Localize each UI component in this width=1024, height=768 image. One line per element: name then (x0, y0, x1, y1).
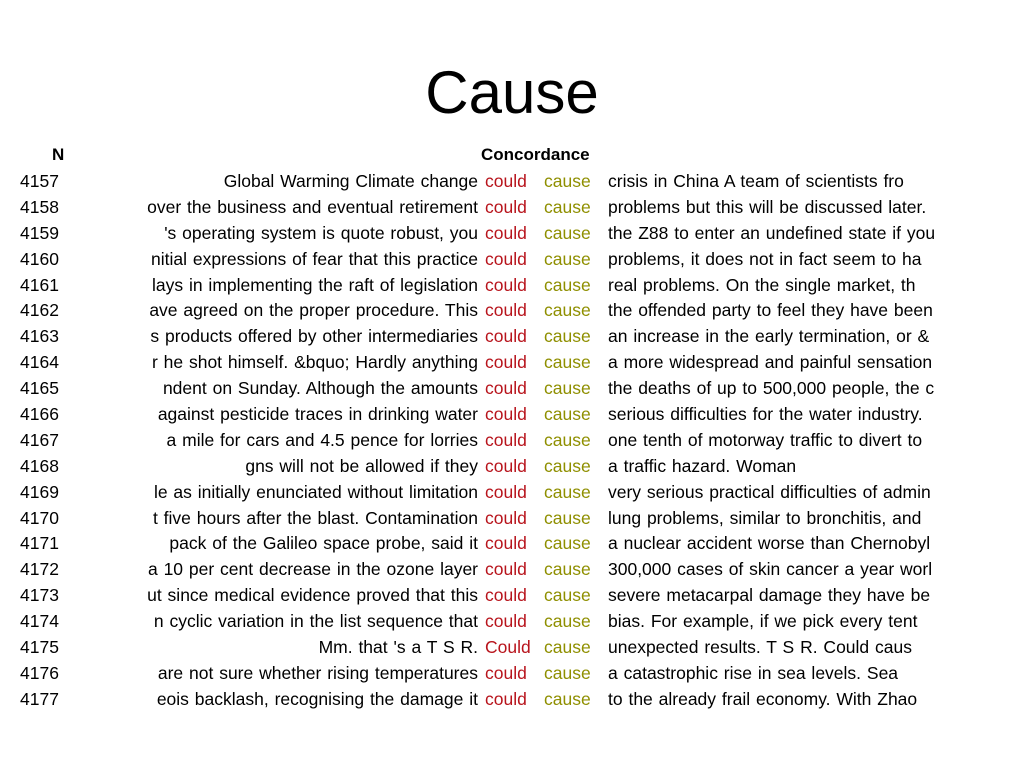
node-word-cause: cause (544, 559, 591, 580)
concordance-line (0, 195, 1024, 221)
right-context: severe metacarpal damage they have be (608, 585, 931, 606)
node-word-could: could (485, 326, 527, 347)
concordance-line (0, 480, 1024, 506)
right-context: one tenth of motorway traffic to divert to (608, 429, 923, 450)
node-word-cause: cause (544, 585, 591, 606)
node-word-could: could (485, 688, 527, 709)
concordance-line (0, 428, 1024, 454)
left-context: ndent on Sunday. Although the amounts (162, 378, 478, 399)
concordance-line (0, 609, 1024, 635)
left-context: over the business and eventual retirement (147, 196, 478, 217)
node-word-could: could (485, 455, 527, 476)
right-context: very serious practical difficulties of admin (608, 481, 931, 502)
left-context: pack of the Galileo space probe, said it (169, 533, 478, 554)
concordance-line (0, 376, 1024, 402)
concordance-line (0, 273, 1024, 299)
node-word-cause: cause (544, 507, 591, 528)
node-word-cause: cause (544, 378, 591, 399)
concordance-line (0, 661, 1024, 687)
node-word-could: could (485, 507, 527, 528)
right-context: a traffic hazard. Woman (608, 455, 797, 476)
line-number: 4169 (20, 481, 59, 502)
line-number: 4160 (20, 248, 59, 269)
right-context: bias. For example, if we pick every tent (608, 611, 918, 632)
node-word-could: could (485, 429, 527, 450)
line-number: 4170 (20, 507, 59, 528)
left-context: ut since medical evidence proved that this (147, 585, 478, 606)
line-number: 4167 (20, 429, 59, 450)
line-number: 4177 (20, 688, 59, 709)
node-word-cause: cause (544, 481, 591, 502)
left-context: Mm. that 's a T S R. (318, 637, 478, 658)
line-number: 4157 (20, 171, 59, 191)
node-word-cause: cause (544, 611, 591, 632)
line-number: 4164 (20, 352, 59, 373)
left-context: a 10 per cent decrease in the ozone layer (147, 559, 478, 580)
node-word-could: could (485, 171, 527, 191)
left-context: eois backlash, recognising the damage it (156, 688, 478, 709)
line-number: 4175 (20, 637, 59, 658)
node-word-cause: cause (544, 429, 591, 450)
node-word-could: could (485, 585, 527, 606)
node-word-cause: cause (544, 248, 591, 269)
right-context: crisis in China A team of scientists fro (608, 171, 904, 191)
left-context: Global Warming Climate change (223, 171, 478, 191)
line-number: 4159 (20, 222, 59, 243)
node-word-cause: cause (544, 688, 591, 709)
node-word-could: could (485, 533, 527, 554)
node-word-could: could (485, 248, 527, 269)
left-context: gns will not be allowed if they (245, 455, 478, 476)
line-number: 4173 (20, 585, 59, 606)
node-word-could: could (485, 352, 527, 373)
right-context: a catastrophic rise in sea levels. Sea (608, 662, 899, 683)
line-number: 4165 (20, 378, 59, 399)
node-word-cause: cause (544, 326, 591, 347)
node-word-cause: cause (544, 455, 591, 476)
node-word-cause: cause (544, 300, 591, 321)
left-context: 's operating system is quote robust, you (164, 222, 478, 243)
node-word-could: could (485, 559, 527, 580)
left-context: against pesticide traces in drinking water (157, 404, 478, 425)
left-context: r he shot himself. &bquo; Hardly anything (151, 352, 478, 373)
concordance-line (0, 531, 1024, 557)
node-word-could: could (485, 611, 527, 632)
left-context: n cyclic variation in the list sequence that (153, 611, 478, 632)
concordance-line (0, 247, 1024, 273)
concordance-line (0, 402, 1024, 428)
right-context: a nuclear accident worse than Chernobyl (608, 533, 931, 554)
concordance-line (0, 506, 1024, 532)
concordance-table (0, 169, 1024, 713)
right-context: lung problems, similar to bronchitis, and (608, 507, 922, 528)
node-word-cause: cause (544, 274, 591, 295)
left-context: s products offered by other intermediaries (150, 326, 478, 347)
right-context: to the already frail economy. With Zhao (608, 688, 918, 709)
line-number: 4161 (20, 274, 59, 295)
right-context: unexpected results. T S R. Could caus (608, 637, 912, 658)
node-word-cause: cause (544, 171, 591, 191)
node-word-could: Could (485, 637, 531, 658)
left-context: nitial expressions of fear that this practice (151, 248, 478, 269)
column-header-concordance: Concordance (481, 145, 590, 164)
right-context: problems, it does not in fact seem to ha (608, 248, 922, 269)
concordance-line (0, 583, 1024, 609)
concordance-line (0, 169, 1024, 195)
right-context: the Z88 to enter an undefined state if you (608, 222, 936, 243)
right-context: a more widespread and painful sensation (608, 352, 933, 373)
right-context: serious difficulties for the water industry. (608, 404, 923, 425)
node-word-cause: cause (544, 533, 591, 554)
line-number: 4171 (20, 533, 59, 554)
right-context: real problems. On the single market, th (608, 274, 916, 295)
concordance-line (0, 298, 1024, 324)
node-word-could: could (485, 378, 527, 399)
slide-title: Cause (425, 59, 599, 126)
line-number: 4162 (20, 300, 59, 321)
node-word-could: could (485, 404, 527, 425)
line-number: 4158 (20, 196, 59, 217)
right-context: problems but this will be discussed later. (608, 196, 927, 217)
concordance-line (0, 221, 1024, 247)
concordance-line (0, 557, 1024, 583)
right-context: an increase in the early termination, or & (608, 326, 930, 347)
line-number: 4176 (20, 662, 59, 683)
left-context: t five hours after the blast. Contamination (152, 507, 478, 528)
left-context: a mile for cars and 4.5 pence for lorries (166, 429, 478, 450)
node-word-could: could (485, 300, 527, 321)
node-word-cause: cause (544, 404, 591, 425)
line-number: 4163 (20, 326, 59, 347)
concordance-line (0, 635, 1024, 661)
concordance-line (0, 350, 1024, 376)
left-context: lays in implementing the raft of legislation (151, 274, 478, 295)
node-word-cause: cause (544, 352, 591, 373)
line-number: 4172 (20, 559, 59, 580)
line-number: 4174 (20, 611, 59, 632)
column-header-n: N (52, 145, 65, 164)
node-word-cause: cause (544, 196, 591, 217)
node-word-cause: cause (544, 662, 591, 683)
node-word-cause: cause (544, 222, 591, 243)
right-context: the deaths of up to 500,000 people, the c (608, 378, 935, 399)
node-word-could: could (485, 222, 527, 243)
node-word-could: could (485, 196, 527, 217)
left-context: le as initially enunciated without limitation (153, 481, 478, 502)
concordance-line (0, 687, 1024, 713)
right-context: the offended party to feel they have been (608, 300, 933, 321)
concordance-line (0, 324, 1024, 350)
node-word-could: could (485, 662, 527, 683)
node-word-could: could (485, 481, 527, 502)
line-number: 4166 (20, 404, 59, 425)
concordance-line (0, 454, 1024, 480)
right-context: 300,000 cases of skin cancer a year worl (608, 559, 933, 580)
left-context: are not sure whether rising temperatures (157, 662, 478, 683)
line-number: 4168 (20, 455, 59, 476)
left-context: ave agreed on the proper procedure. This (149, 300, 478, 321)
node-word-could: could (485, 274, 527, 295)
node-word-cause: cause (544, 637, 591, 658)
